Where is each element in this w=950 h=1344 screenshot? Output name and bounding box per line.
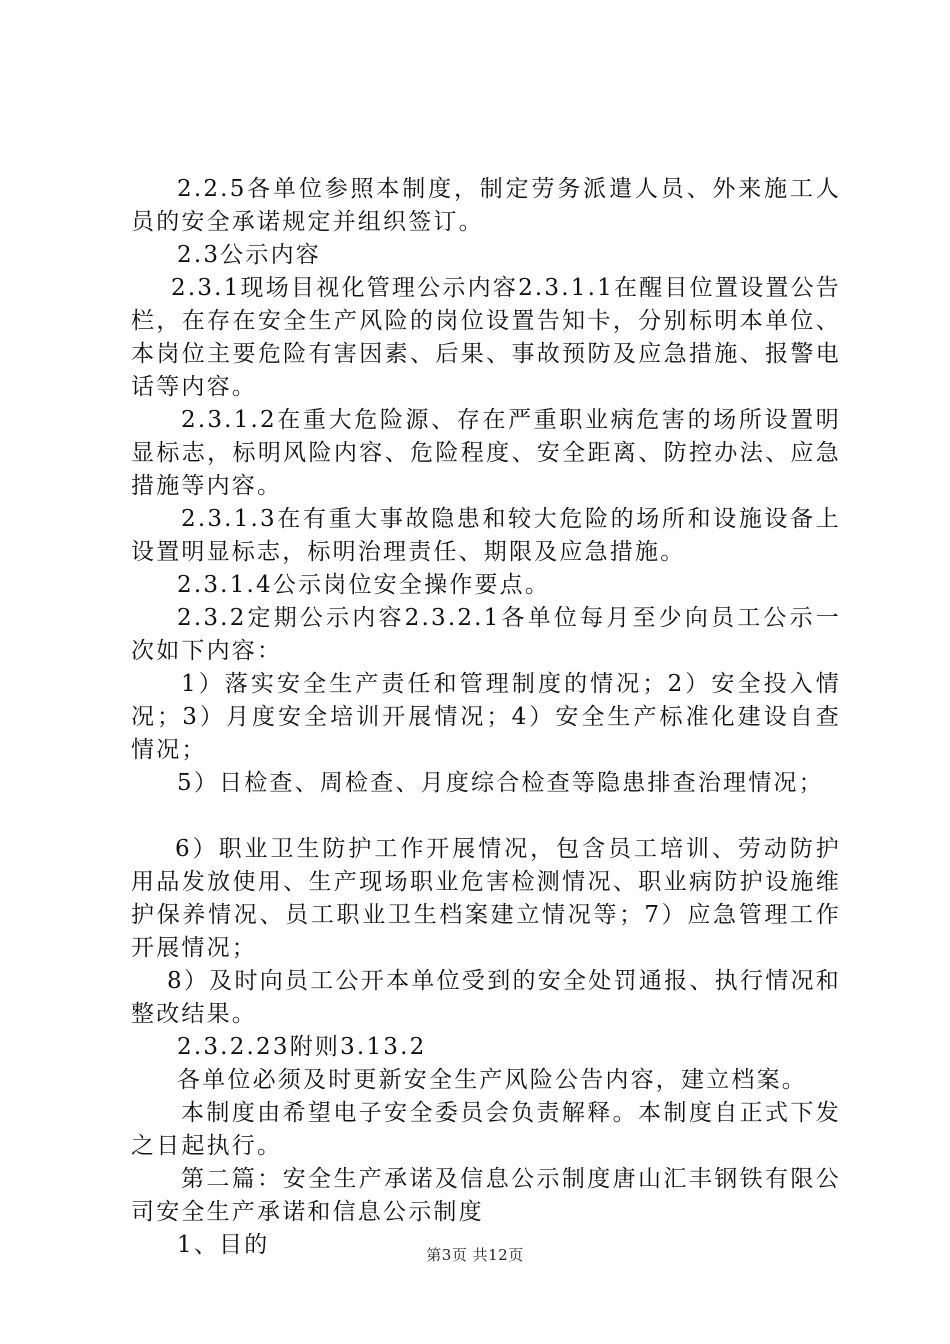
paragraph-2-3-2-23: 2.3.2.23附则3.13.2 [177, 1034, 427, 1060]
paragraph-2-3-1-4: 2.3.1.4公示岗位安全操作要点。 [177, 572, 551, 598]
paragraph-second-chapter: 第二篇：安全生产承诺及信息公示制度唐山汇丰钢铁有限公司安全生产承诺和信息公示制度 [131, 1166, 841, 1225]
paragraph-2-3-1: 2.3.1现场目视化管理公示内容2.3.1.1在醒目位置设置公告栏，在存在安全生产风险的岗位设置告知卡，分别标明本单位、本岗位主要危险有害因素、后果、事故预防及应急措施、报警电话等内容。 [131, 275, 841, 400]
paragraph-update-archive: 各单位必须及时更新安全生产风险公告内容，建立档案。 [177, 1067, 807, 1093]
document-body [131, 173, 841, 1262]
paragraph-2-3-1-2: 2.3.1.2在重大危险源、存在严重职业病危害的场所设置明显标志，标明风险内容、危险程度、安全距离、防控办法、应急措施等内容。 [131, 407, 841, 499]
page-number-footer: 第3页 共12页 [426, 1246, 524, 1264]
list-item-8: 8）及时向员工公开本单位受到的安全处罚通报、执行情况和整改结果。 [131, 968, 841, 1027]
heading-purpose: 1、目的 [177, 1232, 270, 1258]
list-item-1-4: 1）落实安全生产责任和管理制度的情况；2）安全投入情况；3）月度安全培训开展情况；4）安全生产标准化建设自查情况； [131, 671, 841, 763]
paragraph-2-3-1-3: 2.3.1.3在有重大事故隐患和较大危险的场所和设施设备上设置明显标志，标明治理责任、期限及应急措施。 [131, 506, 841, 565]
list-item-6-7: 6）职业卫生防护工作开展情况，包含员工培训、劳动防护用品发放使用、生产现场职业危害检测情况、职业病防护设施维护保养情况、员工职业卫生档案建立情况等；7）应急管理工作开展情况； [131, 836, 841, 961]
paragraph-interpretation: 本制度由希望电子安全委员会负责解释。本制度自正式下发之日起执行。 [131, 1100, 841, 1159]
paragraph-2-3-2: 2.3.2定期公示内容2.3.2.1各单位每月至少向员工公示一次如下内容： [131, 605, 841, 664]
list-item-5: 5）日检查、周检查、月度综合检查等隐患排查治理情况； [177, 770, 824, 796]
heading-2-3: 2.3公示内容 [177, 242, 321, 268]
paragraph-2-2-5: 2.2.5各单位参照本制度，制定劳务派遣人员、外来施工人员的安全承诺规定并组织签订。 [131, 176, 841, 235]
